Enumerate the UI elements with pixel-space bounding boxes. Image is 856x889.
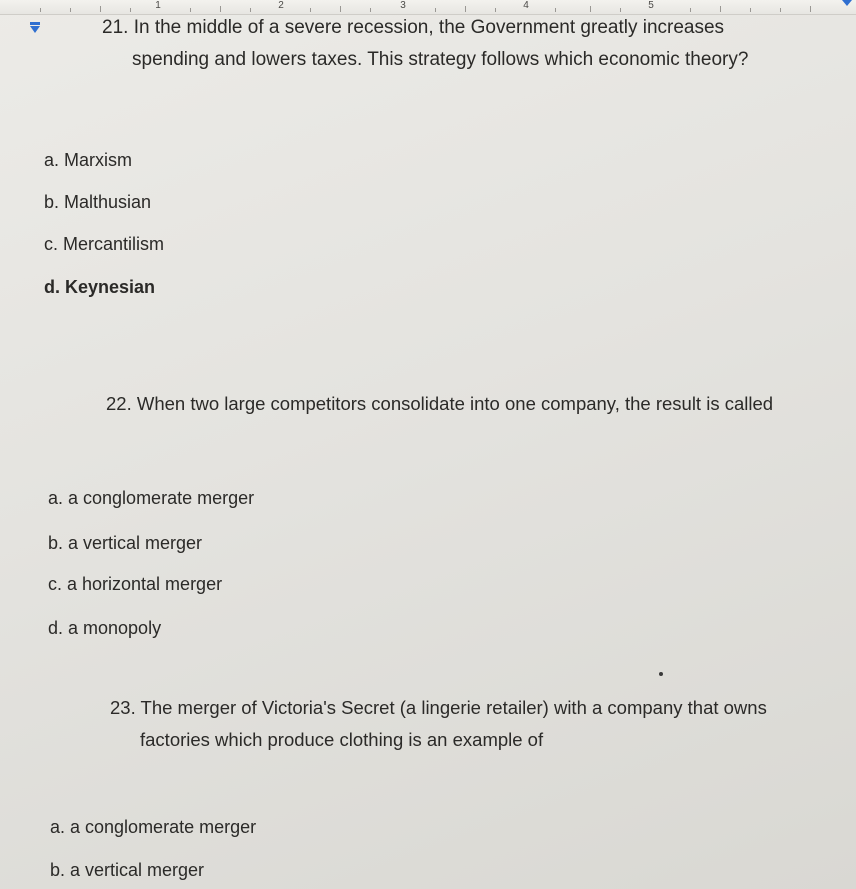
answer-option: b. a vertical merger [50,860,205,880]
dust-speck [659,672,663,676]
answer-option: b. a vertical merger [48,533,203,553]
question-text-line: In the middle of a severe recession, the Government greatly increases [133,17,725,38]
answer-option: c. Mercantilism [44,234,165,254]
question-text-line: The merger of Victoria's Secret (a lingerie retailer) with a company that owns [140,697,767,718]
question-text-line: spending and lowers taxes. This strategy follows which economic theory? [132,49,749,70]
ruler-tick [70,8,71,12]
left-indent-marker-icon[interactable] [30,26,40,33]
ruler-number: 1 [155,0,161,11]
answer-option: a. Marxism [44,150,133,170]
question-22 [106,388,773,420]
ruler-tick [40,8,41,12]
ruler-number: 4 [523,0,529,11]
answer-option: b. Malthusian [44,192,152,212]
right-indent-marker-icon[interactable] [842,0,852,6]
ruler-number: 2 [278,0,284,11]
ruler-number: 3 [400,0,406,11]
question-21 [102,12,748,76]
answer-option: d. a monopoly [48,618,162,638]
question-number: 23. [110,697,136,718]
question-text-line: factories which produce clothing is an example of [140,729,544,750]
ruler-number: 5 [648,0,654,11]
answer-option: a. a conglomerate merger [50,817,257,837]
ruler-tick [750,8,751,12]
answer-option-highlighted: d. Keynesian [44,277,156,297]
ruler-tick [100,6,101,12]
question-23 [110,692,767,756]
ruler-tick [780,8,781,12]
question-number: 22. [106,393,132,414]
ruler-tick [810,6,811,12]
answer-option: c. a horizontal merger [48,574,223,594]
answer-option: a. a conglomerate merger [48,488,255,508]
question-text-line: When two large competitors consolidate into one company, the result is called [136,393,774,414]
question-number: 21. [102,17,129,38]
